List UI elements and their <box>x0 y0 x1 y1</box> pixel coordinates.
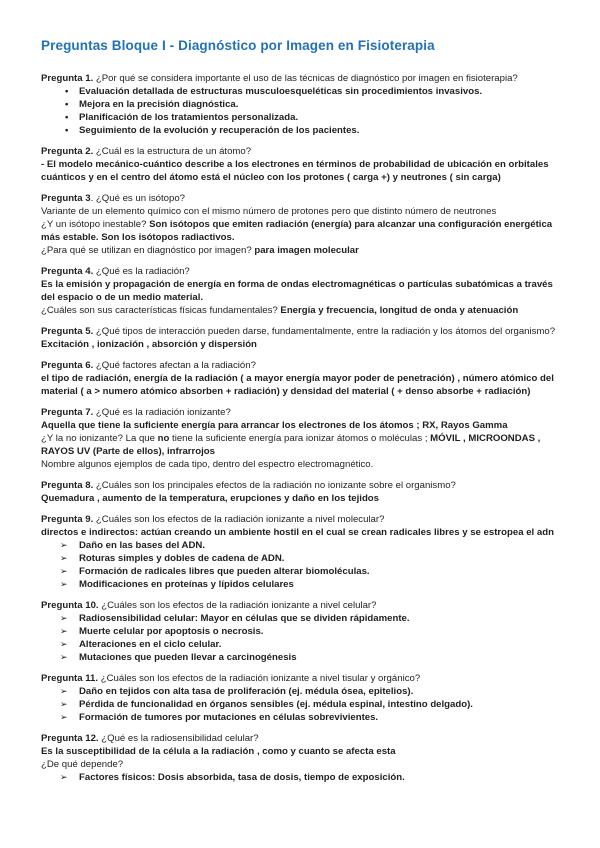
arrow-bullet-icon: ➢ <box>60 612 68 623</box>
list-item <box>41 651 559 664</box>
paragraph <box>41 419 559 432</box>
list-item <box>41 539 559 552</box>
arrow-bullet-icon: ➢ <box>60 698 68 709</box>
text-run: Son isótopos que emiten radiación (energía) para alcanzar una configuración energética más estable. Son los isótopos radiactivos. <box>41 219 553 243</box>
text-run: Pregunta 7. <box>41 407 94 418</box>
text-run: ¿Qué es la radiación ionizante? <box>93 407 231 418</box>
arrow-bullet-icon: ➢ <box>60 539 68 550</box>
text-run: ¿Cuáles son los efectos de la radiación ionizante a nivel celular? <box>98 600 377 611</box>
arrow-bullet-icon: ➢ <box>60 625 68 636</box>
document-title: Preguntas Bloque I - Diagnóstico por Imagen en Fisioterapia <box>41 38 435 53</box>
paragraph <box>41 359 559 372</box>
text-run: ¿Y un isótopo inestable? <box>41 219 150 230</box>
text-run: Formación de radicales libres que pueden alterar biomoléculas. <box>79 566 370 577</box>
text-run: MÓVIL , MICROONDAS , RAYOS UV (Parte de ellos), infrarrojos <box>41 433 541 457</box>
text-run: ¿Qué factores afectan a la radiación? <box>93 360 256 371</box>
paragraph <box>41 304 559 317</box>
list-item <box>41 625 559 638</box>
bullet-icon: • <box>65 99 69 110</box>
paragraph <box>41 492 559 505</box>
arrow-bullet-icon: ➢ <box>60 578 68 589</box>
text-run: Pregunta 5. <box>41 326 94 337</box>
text-run: Pregunta 10. <box>41 600 99 611</box>
text-run: ¿Qué es la radiación? <box>93 266 190 277</box>
text-run: Modificaciones en proteínas y lípidos celulares <box>79 579 294 590</box>
list-item <box>41 771 559 784</box>
text-run: ¿Cuáles son los principales efectos de la radiación no ionizante sobre el organismo? <box>93 480 456 491</box>
text-run: Variante de un elemento químico con el mismo número de protones pero que distinto número de neutrones <box>41 206 497 217</box>
text-run: Mutaciones que pueden llevar a carcinogénesis <box>79 652 297 663</box>
arrow-bullet-icon: ➢ <box>60 565 68 576</box>
arrow-bullet-icon: ➢ <box>60 685 68 696</box>
paragraph <box>41 406 559 419</box>
arrow-bullet-icon: ➢ <box>60 651 68 662</box>
list-item <box>41 98 559 111</box>
question-block-7 <box>41 406 559 471</box>
arrow-bullet-icon: ➢ <box>60 771 68 782</box>
text-run: Planificación de los tratamientos personalizada. <box>79 112 299 123</box>
text-run: Pregunta 3 <box>41 193 91 204</box>
text-run: . ¿Qué es un isótopo? <box>90 193 185 204</box>
text-run: Nombre algunos ejemplos de cada tipo, dentro del espectro electromagnético. <box>41 459 374 470</box>
question-block-12 <box>41 732 559 784</box>
text-run: Radiosensibilidad celular: Mayor en células que se dividen rápidamente. <box>79 613 410 624</box>
question-block-2 <box>41 145 559 184</box>
paragraph <box>41 192 559 205</box>
text-run: Daño en tejidos con alta tasa de proliferación (ej. médula ósea, epitelios). <box>79 686 414 697</box>
text-run: Aquella que tiene la suficiente energía para arrancar los electrones de los átomos ; RX, Rayos Gamma <box>41 420 508 431</box>
paragraph <box>41 479 559 492</box>
text-run: ¿Y la no ionizante? La que <box>41 433 158 444</box>
paragraph <box>41 218 559 244</box>
text-run: directos e indirectos: actúan creando un ambiente hostil en el cual se crean radicales libres y se estropea el adn <box>41 527 554 538</box>
text-run: Pregunta 2. <box>41 146 94 157</box>
text-run: Pregunta 6. <box>41 360 94 371</box>
text-run: ¿Cuáles son los efectos de la radiación ionizante a nivel tisular y orgánico? <box>98 673 421 684</box>
text-run: ¿Por qué se considera importante el uso de las técnicas de diagnóstico por imagen en fisioterapia? <box>93 73 518 84</box>
document-content <box>41 72 559 784</box>
paragraph <box>41 72 559 85</box>
list-item <box>41 565 559 578</box>
question-block-1 <box>41 72 559 137</box>
paragraph <box>41 526 559 539</box>
paragraph <box>41 513 559 526</box>
text-run: Mejora en la precisión diagnóstica. <box>79 99 239 110</box>
text-run: tiene la suficiente energía para ionizar átomos o moléculas ; <box>169 433 431 444</box>
text-run: Pregunta 8. <box>41 480 94 491</box>
text-run: ¿De qué depende? <box>41 759 124 770</box>
text-run: para imagen molecular <box>254 245 359 256</box>
list-item <box>41 578 559 591</box>
list-item <box>41 612 559 625</box>
list-item <box>41 124 559 137</box>
text-run: el tipo de radiación, energía de la radiación ( a mayor energía mayor poder de penetración) , número atómico del material ( a > numero atómico absorben + radiación) y densidad del material ( + denso absorbe + radiación) <box>41 373 554 397</box>
bullet-icon: • <box>65 125 69 136</box>
arrow-bullet-icon: ➢ <box>60 711 68 722</box>
text-run: Quemadura , aumento de la temperatura, erupciones y daño en los tejidos <box>41 493 379 504</box>
question-block-11 <box>41 672 559 724</box>
text-run: Es la emisión y propagación de energía en forma de ondas electromagnéticas o partículas subatómicas a través del espacio o de un medio material. <box>41 279 553 303</box>
paragraph <box>41 325 559 338</box>
text-run: ¿Qué es la radiosensibilidad celular? <box>98 733 259 744</box>
paragraph <box>41 745 559 758</box>
question-block-5 <box>41 325 559 351</box>
bullet-icon: • <box>65 86 69 97</box>
text-run: ¿Cuáles son los efectos de la radiación ionizante a nivel molecular? <box>93 514 385 525</box>
list-item <box>41 638 559 651</box>
question-block-10 <box>41 599 559 664</box>
text-run: Daño en las bases del ADN. <box>79 540 206 551</box>
text-run: Muerte celular por apoptosis o necrosis. <box>79 626 264 637</box>
text-run: Pregunta 1. <box>41 73 94 84</box>
question-block-6 <box>41 359 559 398</box>
text-run: Roturas simples y dobles de cadena de ADN. <box>79 553 285 564</box>
paragraph <box>41 599 559 612</box>
text-run: Evaluación detallada de estructuras musculoesqueléticas sin procedimientos invasivos. <box>79 86 483 97</box>
question-block-4 <box>41 265 559 317</box>
text-run: - El modelo mecánico-cuántico describe a los electrones en términos de probabilidad de ubicación en orbitales cuánticos y en el centro del átomo está el núcleo con los protones ( carga +) y neutrones ( sin carga) <box>41 159 549 183</box>
paragraph <box>41 758 559 771</box>
list-item <box>41 552 559 565</box>
paragraph <box>41 458 559 471</box>
text-run: Formación de tumores por mutaciones en células sobrevivientes. <box>79 712 379 723</box>
list-item <box>41 685 559 698</box>
text-run: no <box>157 433 170 444</box>
arrow-bullet-icon: ➢ <box>60 552 68 563</box>
paragraph <box>41 158 559 184</box>
paragraph <box>41 205 559 218</box>
paragraph <box>41 432 559 458</box>
paragraph <box>41 372 559 398</box>
text-run: ¿Qué tipos de interacción pueden darse, fundamentalmente, entre la radiación y los átomos del organismo? <box>93 326 556 337</box>
list-item <box>41 698 559 711</box>
paragraph <box>41 265 559 278</box>
text-run: Pregunta 12. <box>41 733 99 744</box>
text-run: Pérdida de funcionalidad en órganos sensibles (ej. médula espinal, intestino delgado). <box>79 699 473 710</box>
list-item <box>41 111 559 124</box>
paragraph <box>41 145 559 158</box>
text-run: Pregunta 9. <box>41 514 94 525</box>
paragraph <box>41 338 559 351</box>
list-item <box>41 85 559 98</box>
question-block-3 <box>41 192 559 257</box>
text-run: Pregunta 4. <box>41 266 94 277</box>
bullet-icon: • <box>65 112 69 123</box>
text-run: Pregunta 11. <box>41 673 99 684</box>
paragraph <box>41 278 559 304</box>
question-block-8 <box>41 479 559 505</box>
list-item <box>41 711 559 724</box>
paragraph <box>41 672 559 685</box>
text-run: Seguimiento de la evolución y recuperación de los pacientes. <box>79 125 360 136</box>
text-run: Es la susceptibilidad de la célula a la radiación , como y cuanto se afecta esta <box>41 746 396 757</box>
paragraph <box>41 732 559 745</box>
text-run: Energía y frecuencia, longitud de onda y atenuación <box>280 305 519 316</box>
text-run: ¿Para qué se utilizan en diagnóstico por imagen? <box>41 245 255 256</box>
text-run: ¿Cuál es la estructura de un átomo? <box>93 146 252 157</box>
arrow-bullet-icon: ➢ <box>60 638 68 649</box>
question-block-9 <box>41 513 559 591</box>
text-run: Excitación , ionización , absorción y dispersión <box>41 339 257 350</box>
text-run: Factores físicos: Dosis absorbida, tasa de dosis, tiempo de exposición. <box>79 772 405 783</box>
paragraph <box>41 244 559 257</box>
text-run: Alteraciones en el ciclo celular. <box>79 639 222 650</box>
text-run: ¿Cuáles son sus características físicas fundamentales? <box>41 305 281 316</box>
